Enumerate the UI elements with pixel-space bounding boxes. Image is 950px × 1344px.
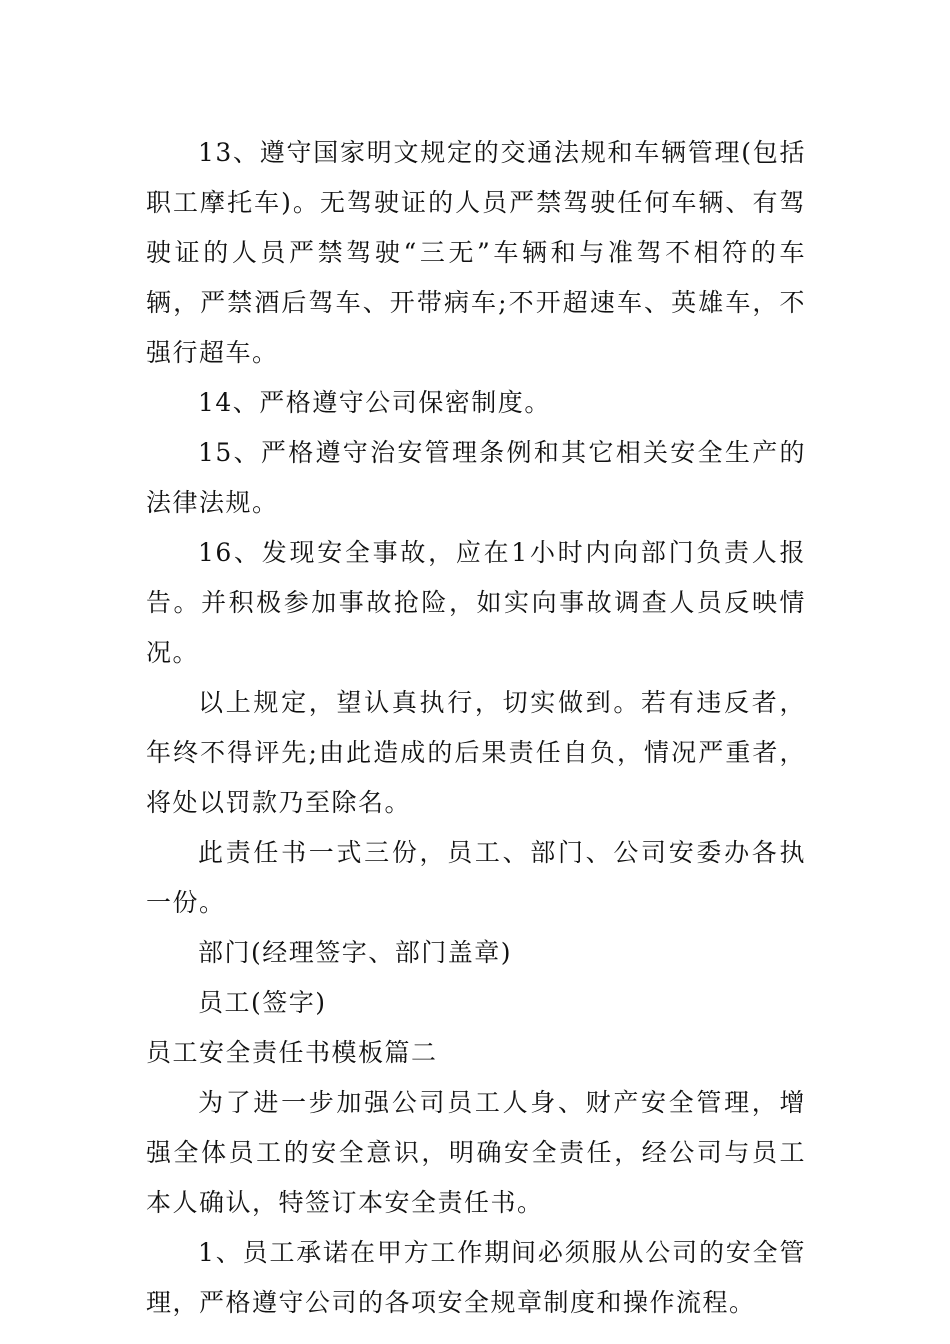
copies-paragraph: 此责任书一式三份，员工、部门、公司安委办各执一份。 — [146, 838, 806, 917]
section-title: 员工安全责任书模板篇二 — [146, 1038, 438, 1067]
signature-department: 部门(经理签字、部门盖章) — [198, 938, 513, 967]
paragraph-15: 15、严格遵守治安管理条例和其它相关安全生产的法律法规。 — [146, 438, 806, 517]
item-1-paragraph: 1、员工承诺在甲方工作期间必须服从公司的安全管理，严格遵守公司的各项安全规章制度和操作流程。 — [146, 1238, 806, 1317]
signature-employee: 员工(签字) — [198, 988, 327, 1017]
document-page — [146, 128, 806, 1328]
closing-paragraph: 以上规定，望认真执行，切实做到。若有违反者，年终不得评先;由此造成的后果责任自负，情况严重者，将处以罚款乃至除名。 — [146, 688, 806, 817]
paragraph-14: 14、严格遵守公司保密制度。 — [198, 388, 551, 417]
paragraph-16: 16、发现安全事故，应在1小时内向部门负责人报告。并积极参加事故抢险，如实向事故调查人员反映情况。 — [146, 538, 806, 667]
paragraph-13: 13、遵守国家明文规定的交通法规和车辆管理(包括职工摩托车)。无驾驶证的人员严禁驾驶任何车辆、有驾驶证的人员严禁驾驶“三无”车辆和与准驾不相符的车辆，严禁酒后驾车、开带病车;不开超速车、英雄车，不强行超车。 — [146, 138, 806, 367]
intro-paragraph: 为了进一步加强公司员工人身、财产安全管理，增强全体员工的安全意识，明确安全责任，经公司与员工本人确认，特签订本安全责任书。 — [146, 1088, 806, 1217]
